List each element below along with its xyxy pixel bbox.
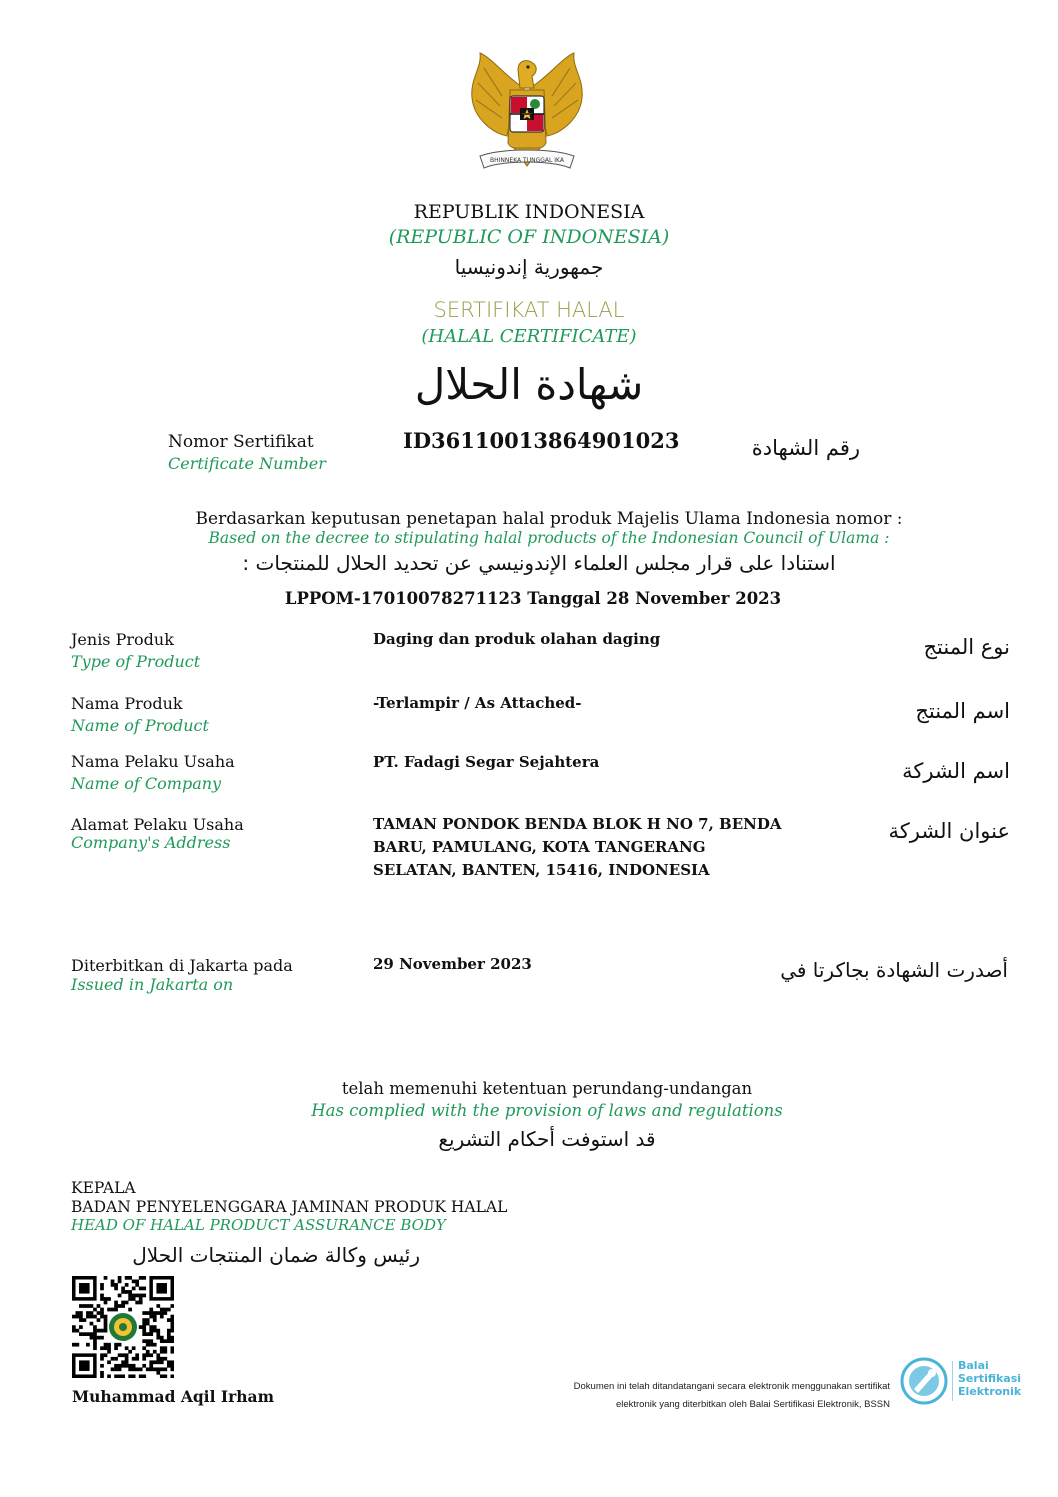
address-label-en: Company's Address <box>71 833 231 852</box>
signatory-title-ar: رئيس وكالة ضمان المنتجات الحلال <box>132 1243 420 1267</box>
decree-text-ar: استنادا على قرار مجلس العلماء الإندونيسي عن تحديد الحلال للمنتجات : <box>242 551 836 575</box>
issued-value: 29 November 2023 <box>373 955 532 973</box>
decree-text-en: Based on the decree to stipulating halal products of the Indonesian Council of Ulama : <box>208 529 890 547</box>
bsre-line: Balai <box>958 1359 989 1372</box>
decree-text: Berdasarkan keputusan penetapan halal produk Majelis Ulama Indonesia nomor : <box>195 509 903 529</box>
address-line: SELATAN, BANTEN, 15416, INDONESIA <box>373 861 710 879</box>
certificate-title-en: (HALAL CERTIFICATE) <box>421 326 637 347</box>
country-title-en: (REPUBLIC OF INDONESIA) <box>388 226 670 248</box>
note-line: elektronik yang diterbitkan oleh Balai Sertifikasi Elektronik, BSSN <box>615 1399 890 1410</box>
compliance-text-ar: قد استوفت أحكام التشريع <box>438 1127 656 1151</box>
product-name-label: Nama Produk <box>71 694 183 713</box>
compliance-text-en: Has complied with the provision of laws and regulations <box>311 1101 783 1120</box>
signatory-name: Muhammad Aqil Irham <box>72 1387 274 1406</box>
electronic-signature-note <box>470 1378 890 1414</box>
address-line: BARU, PAMULANG, KOTA TANGERANG <box>373 838 706 856</box>
certificate-title-ar: شهادة الحلال <box>414 360 644 409</box>
bsre-divider <box>952 1361 953 1401</box>
cert-number-label: Nomor Sertifikat <box>168 432 314 452</box>
company-value: PT. Fadagi Segar Sejahtera <box>373 753 600 771</box>
certificate-title: SERTIFIKAT HALAL <box>433 298 625 322</box>
decree-number: LPPOM-17010078271123 Tanggal 28 November 2023 <box>284 589 782 608</box>
country-title: REPUBLIK INDONESIA <box>413 201 645 223</box>
company-label-ar: اسم الشركة <box>902 759 1010 783</box>
svg-text:BHINNEKA TUNGGAL IKA: BHINNEKA TUNGGAL IKA <box>490 157 564 164</box>
product-name-label-en: Name of Product <box>71 716 209 735</box>
bsre-logo <box>900 1357 1040 1407</box>
type-label: Jenis Produk <box>71 630 174 649</box>
issued-label-en: Issued in Jakarta on <box>71 975 234 994</box>
qr-center-logo-icon <box>109 1313 137 1341</box>
product-name-value: -Terlampir / As Attached- <box>373 694 582 712</box>
issued-label-ar: أصدرت الشهادة بجاكرتا في <box>780 958 1008 982</box>
signatory-title-en: HEAD OF HALAL PRODUCT ASSURANCE BODY <box>71 1216 446 1234</box>
issued-label: Diterbitkan di Jakarta pada <box>71 956 293 975</box>
type-label-en: Type of Product <box>71 652 201 671</box>
type-label-ar: نوع المنتج <box>923 635 1010 659</box>
note-line: Dokumen ini telah ditandatangani secara elektronik menggunakan sertifikat <box>573 1381 890 1392</box>
bsre-text <box>958 1359 1021 1398</box>
country-title-ar: جمهورية إندونيسيا <box>454 255 604 279</box>
address-label: Alamat Pelaku Usaha <box>71 815 244 834</box>
signatory-title-1: KEPALA <box>71 1179 136 1197</box>
bsre-emblem-icon <box>900 1357 948 1405</box>
bsre-line: Sertifikasi <box>958 1372 1022 1385</box>
company-label-en: Name of Company <box>71 774 222 793</box>
address-line: TAMAN PONDOK BENDA BLOK H NO 7, BENDA <box>373 815 782 833</box>
qr-code <box>72 1276 174 1378</box>
cert-number-label-en: Certificate Number <box>168 454 326 473</box>
type-value: Daging dan produk olahan daging <box>373 630 661 648</box>
address-label-ar: عنوان الشركة <box>888 819 1010 843</box>
compliance-text: telah memenuhi ketentuan perundang-undangan <box>341 1079 753 1098</box>
address-value <box>373 813 782 882</box>
cert-number-label-ar: رقم الشهادة <box>751 436 860 460</box>
signatory-title-2: BADAN PENYELENGGARA JAMINAN PRODUK HALAL <box>71 1198 508 1216</box>
bsre-line: Elektronik <box>958 1385 1022 1398</box>
product-name-label-ar: اسم المنتج <box>915 699 1010 723</box>
garuda-emblem <box>462 48 592 183</box>
cert-number-value: ID36110013864901023 <box>403 428 680 453</box>
company-label: Nama Pelaku Usaha <box>71 752 235 771</box>
